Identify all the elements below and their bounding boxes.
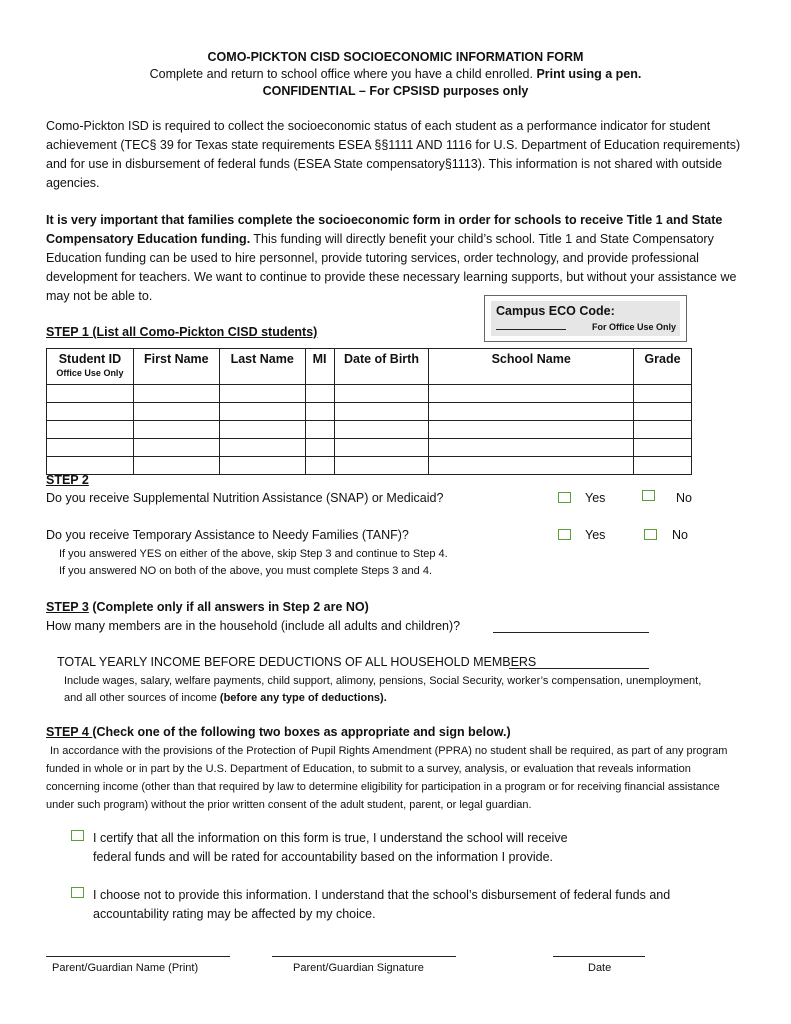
table-cell[interactable] — [633, 457, 691, 475]
date-field[interactable] — [553, 955, 645, 957]
certify-checkbox[interactable] — [71, 830, 84, 841]
table-cell[interactable] — [47, 403, 134, 421]
snap-yes-label: Yes — [585, 491, 606, 505]
table-cell[interactable] — [219, 439, 305, 457]
guardian-signature-label: Parent/Guardian Signature — [293, 962, 424, 974]
step2-heading: STEP 2 — [46, 473, 89, 487]
step3-heading — [46, 600, 369, 614]
table-cell[interactable] — [133, 403, 219, 421]
table-row — [47, 457, 692, 475]
decline-checkbox[interactable] — [71, 887, 84, 898]
funding-paragraph-bold: It is very important that families complete the socioeconomic form in order for schools to receive Title 1 and State Compensatory Education funding. — [46, 213, 723, 246]
intro-paragraph: Como-Pickton ISD is required to collect the socioeconomic status of each student as a performance indicator for student achievement (TEC§ 39 for Texas state requirements ESEA §§1111 AND 1116 for U.S. Department of Education requirements) and for use in disbursement of federal funds (ESEA State compensatory§1113). This information is not shared with outside agencies. — [46, 119, 741, 190]
table-cell[interactable] — [334, 457, 429, 475]
tanf-question: Do you receive Temporary Assistance to Needy Families (TANF)? — [46, 528, 409, 542]
campus-eco-code-field[interactable] — [496, 318, 566, 330]
snap-question: Do you receive Supplemental Nutrition Assistance (SNAP) or Medicaid? — [46, 491, 444, 505]
step2-note-yes: If you answered YES on either of the above, skip Step 3 and continue to Step 4. — [59, 548, 448, 560]
table-cell[interactable] — [334, 421, 429, 439]
table-row — [47, 421, 692, 439]
table-cell[interactable] — [633, 439, 691, 457]
col-school-name: School Name — [429, 349, 634, 385]
table-cell[interactable] — [47, 421, 134, 439]
snap-yes-checkbox[interactable] — [558, 492, 571, 503]
tanf-no-label: No — [672, 528, 688, 542]
table-cell[interactable] — [633, 403, 691, 421]
income-label: TOTAL YEARLY INCOME BEFORE DEDUCTIONS OF ALL HOUSEHOLD MEMBERS — [57, 655, 537, 669]
table-cell[interactable] — [219, 421, 305, 439]
col-student-id — [47, 349, 134, 385]
income-note-plain: Include wages, salary, welfare payments, child support, alimony, pensions, Social Security, worker’s compensation, unemployment, and all other sources of income — [64, 675, 702, 704]
students-table-header — [47, 349, 692, 385]
income-field[interactable] — [509, 667, 649, 669]
household-question: How many members are in the household (include all adults and children)? — [46, 619, 461, 633]
date-label: Date — [588, 962, 612, 974]
table-cell[interactable] — [305, 457, 334, 475]
confidential-notice: CONFIDENTIAL – For CPSISD purposes only — [262, 84, 529, 98]
subtitle-instructions: Complete and return to school office where you have a child enrolled. — [149, 67, 533, 81]
funding-paragraph-plain: This funding will directly benefit your child’s school. Title 1 and State Compensatory Education funding can be used to hire personnel, provide tutoring services, order technology, and provide professional development for teachers. We want to continue to provide these necessary learning supports, but without your assistance we may not be able to. — [46, 232, 737, 303]
table-cell[interactable] — [47, 457, 134, 475]
tanf-no-checkbox[interactable] — [644, 529, 657, 540]
table-cell[interactable] — [334, 403, 429, 421]
col-grade: Grade — [633, 349, 691, 385]
office-use-note: For Office Use Only — [591, 322, 676, 332]
col-first-name: First Name — [133, 349, 219, 385]
col-date-of-birth: Date of Birth — [334, 349, 429, 385]
form-title: COMO-PICKTON CISD SOCIOECONOMIC INFORMATION FORM — [207, 50, 584, 64]
ppra-paragraph: In accordance with the provisions of the Protection of Pupil Rights Amendment (PPRA) no student shall be required, as part of any program funded in whole or in part by the U.S. Department of Education, to submit to a survey, analysis, or evaluation that reveals information concerning income (other than that required by law to determine eligibility for participation in a program or for receiving financial assistance under such program) without the prior written consent of the adult student, parent, or legal guardian. — [46, 745, 728, 811]
table-cell[interactable] — [429, 439, 634, 457]
table-row — [47, 403, 692, 421]
step1-heading: STEP 1 (List all Como-Pickton CISD students) — [46, 325, 318, 339]
col-student-id-label: Student ID — [58, 352, 122, 366]
campus-eco-code-label: Campus ECO Code: — [496, 304, 615, 318]
step4-heading — [46, 725, 511, 739]
decline-text: I choose not to provide this information. I understand that the school’s disbursement of federal funds and accountability rating may be affected by my choice. — [93, 888, 671, 921]
income-note-bold: (before any type of deductions). — [219, 692, 387, 704]
students-table — [46, 348, 692, 475]
table-cell[interactable] — [219, 403, 305, 421]
table-cell[interactable] — [305, 421, 334, 439]
table-cell[interactable] — [219, 385, 305, 403]
income-note — [64, 673, 704, 707]
table-cell[interactable] — [47, 385, 134, 403]
table-cell[interactable] — [334, 385, 429, 403]
table-cell[interactable] — [47, 439, 134, 457]
form-subtitle — [0, 67, 791, 81]
step3-heading-label: STEP 3 — [46, 600, 89, 614]
col-student-id-note: Office Use Only — [56, 368, 124, 378]
guardian-signature-field[interactable] — [272, 955, 456, 957]
table-cell[interactable] — [133, 439, 219, 457]
table-cell[interactable] — [429, 421, 634, 439]
funding-paragraph — [46, 211, 746, 306]
table-cell[interactable] — [133, 385, 219, 403]
table-row — [47, 439, 692, 457]
step4-heading-rest: (Check one of the following two boxes as appropriate and sign below.) — [92, 725, 511, 739]
step3-heading-rest: (Complete only if all answers in Step 2 are NO) — [88, 600, 369, 614]
step2-note-no: If you answered NO on both of the above, you must complete Steps 3 and 4. — [59, 565, 433, 577]
col-last-name: Last Name — [219, 349, 305, 385]
table-cell[interactable] — [305, 403, 334, 421]
table-cell[interactable] — [633, 385, 691, 403]
col-mi: MI — [305, 349, 334, 385]
table-cell[interactable] — [219, 457, 305, 475]
table-row — [47, 385, 692, 403]
table-cell[interactable] — [429, 403, 634, 421]
campus-eco-inner — [491, 301, 680, 336]
guardian-name-field[interactable] — [46, 955, 230, 957]
tanf-yes-label: Yes — [585, 528, 606, 542]
campus-eco-box — [484, 295, 687, 342]
table-cell[interactable] — [305, 439, 334, 457]
table-cell[interactable] — [133, 421, 219, 439]
subtitle-print-note: Print using a pen. — [536, 67, 642, 81]
snap-no-checkbox[interactable] — [642, 490, 655, 501]
step4-heading-label: STEP 4 — [46, 725, 93, 739]
table-cell[interactable] — [429, 385, 634, 403]
guardian-name-label: Parent/Guardian Name (Print) — [52, 962, 199, 974]
table-cell[interactable] — [429, 457, 634, 475]
table-cell[interactable] — [334, 439, 429, 457]
table-cell[interactable] — [133, 457, 219, 475]
certify-text: I certify that all the information on this form is true, I understand the school will receive federal funds and will be rated for accountability based on the information I provide. — [93, 831, 568, 864]
tanf-yes-checkbox[interactable] — [558, 529, 571, 540]
household-count-field[interactable] — [493, 631, 649, 633]
table-cell[interactable] — [633, 421, 691, 439]
snap-no-label: No — [676, 491, 692, 505]
table-cell[interactable] — [305, 385, 334, 403]
